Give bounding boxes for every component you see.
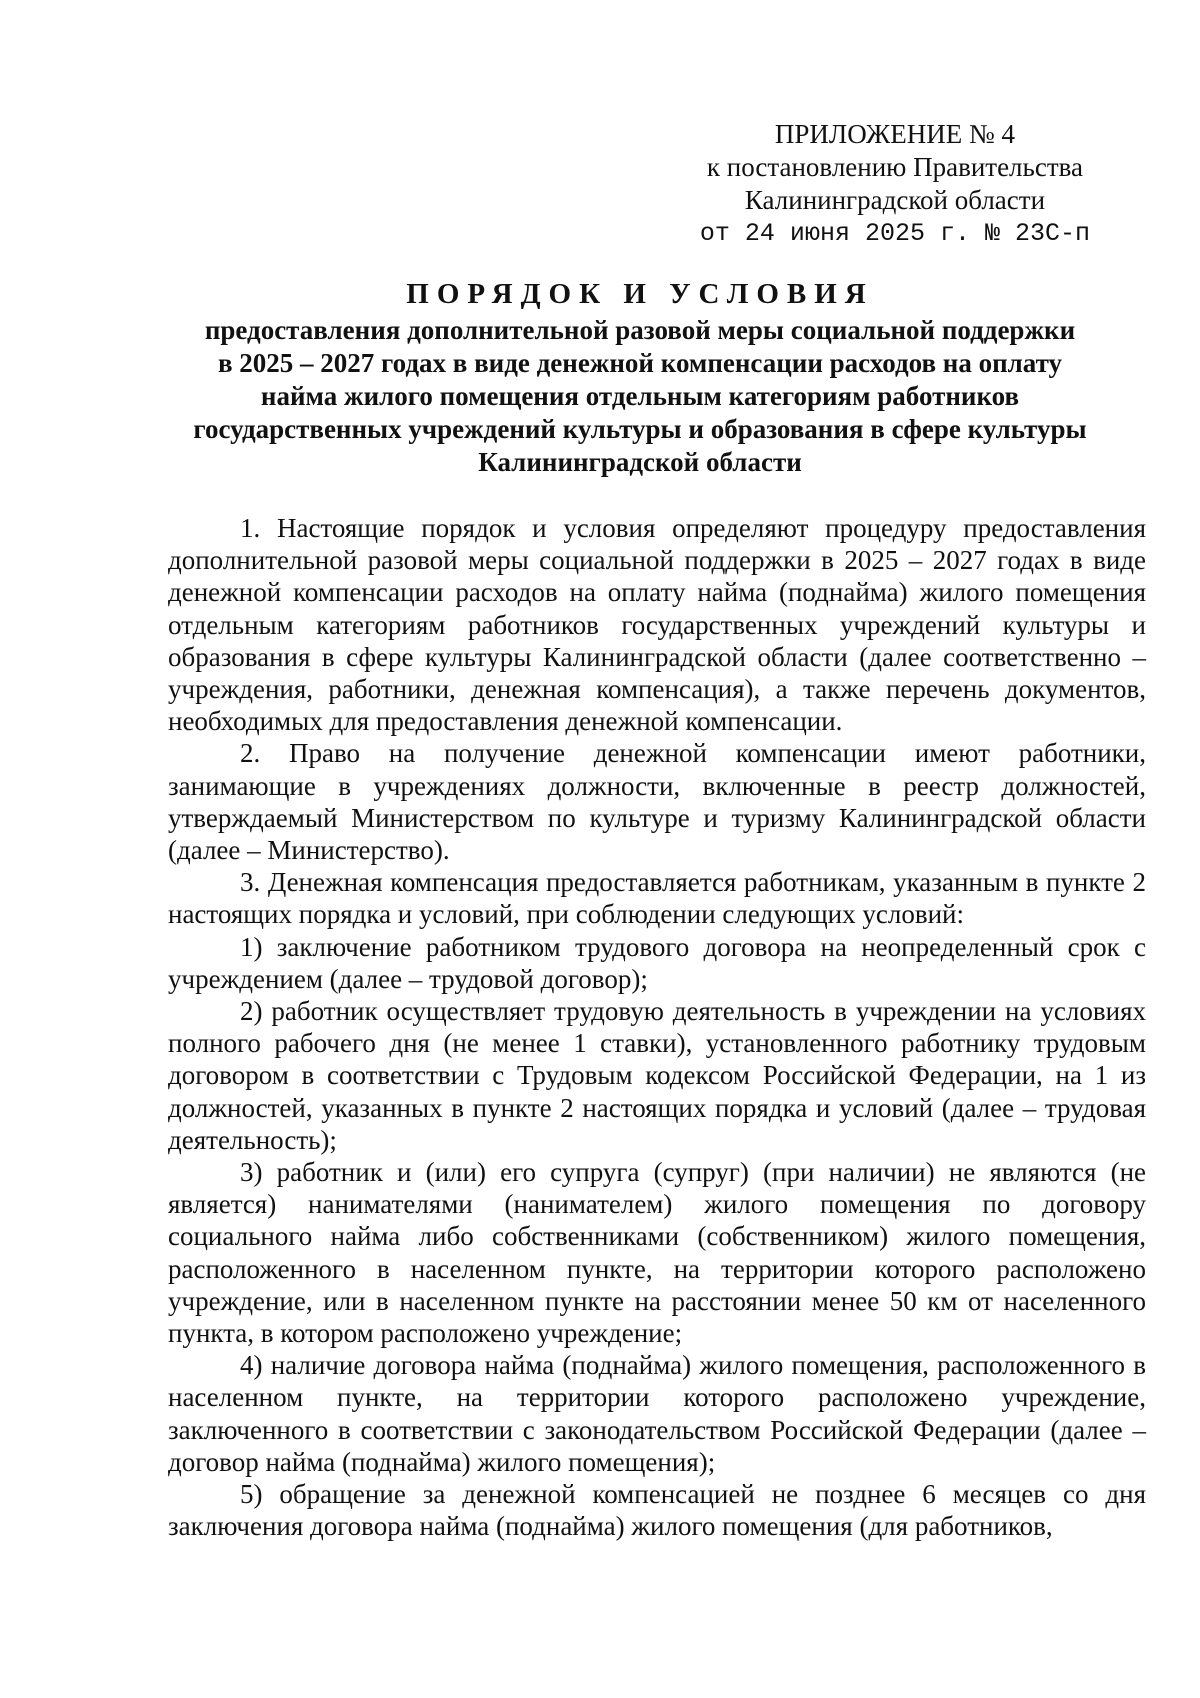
appendix-block (700, 118, 1090, 250)
paragraph: 2) работник осуществляет трудовую деятельность в учреждении на условиях полного рабочего дня (не менее 1 ставки), установленного работнику трудовым договором в соответствии с Трудовым кодексом Российской Федерации, на 1 из должностей, указанных в пункте 2 настоящих порядка и условий (далее – трудовая деятельность); (168, 996, 1146, 1155)
paragraph: 3. Денежная компенсация предоставляется работникам, указанным в пункте 2 настоящих порядка и условий, при соблюдении следующих условий: (168, 867, 1146, 930)
appendix-region: Калининградской области (744, 185, 1046, 215)
title-line: найма жилого помещения отдельным категориям работников (260, 381, 1020, 411)
appendix-approved-date: от 24 июня 2025 г. № 23С-п (699, 219, 1090, 248)
title-line: Калининградской области (478, 447, 802, 477)
appendix-resolution: к постановлению Правительства (706, 152, 1084, 182)
paragraph: 5) обращение за денежной компенсацией не позднее 6 месяцев со дня заключения договора найма (поднайма) жилого помещения (для работников, (168, 1479, 1146, 1542)
paragraph: 1) заключение работником трудового договора на неопределенный срок с учреждением (далее – трудовой договор); (168, 931, 1146, 994)
paragraph: 4) наличие договора найма (поднайма) жилого помещения, расположенного в населенном пункте, на территории которого расположено учреждение, заключенного в соответствии с законодательством Российской Федерации (далее – договор найма (поднайма) жилого помещения); (168, 1350, 1146, 1477)
document-body (168, 512, 1146, 1543)
title-heading: ПОРЯДОК И УСЛОВИЯ (406, 278, 874, 310)
title-line: предоставления дополнительной разовой меры социальной поддержки (204, 315, 1076, 345)
title-line: государственных учреждений культуры и образования в сфере культуры (193, 414, 1087, 444)
document-title (160, 278, 1120, 479)
paragraph: 3) работник и (или) его супруга (супруг) (при наличии) не являются (не является) нанимателями (нанимателем) жилого помещения по договору социального найма либо собственниками (собственником) жилого помещения, расположенного в населенном пункте, на территории которого расположено учреждение, или в населенном пункте на расстоянии менее 50 км от населенного пункта, в котором расположено учреждение; (168, 1157, 1146, 1349)
paragraph: 1. Настоящие порядок и условия определяют процедуру предоставления дополнительной разовой меры социальной поддержки в 2025 – 2027 годах в виде денежной компенсации расходов на оплату найма (поднайма) жилого помещения отдельным категориям работников государственных учреждений культуры и образования в сфере культуры Калининградской области (далее соответственно – учреждения, работники, денежная компенсация), а также перечень документов, необходимых для предоставления денежной компенсации. (168, 513, 1146, 737)
paragraph: 2. Право на получение денежной компенсации имеют работники, занимающие в учреждениях должности, включенные в реестр должностей, утверждаемый Министерством по культуре и туризму Калининградской области (далее – Министерство). (168, 738, 1146, 866)
title-line: в 2025 – 2027 годах в виде денежной компенсации расходов на оплату (217, 348, 1063, 378)
appendix-label: ПРИЛОЖЕНИЕ № 4 (774, 119, 1015, 149)
